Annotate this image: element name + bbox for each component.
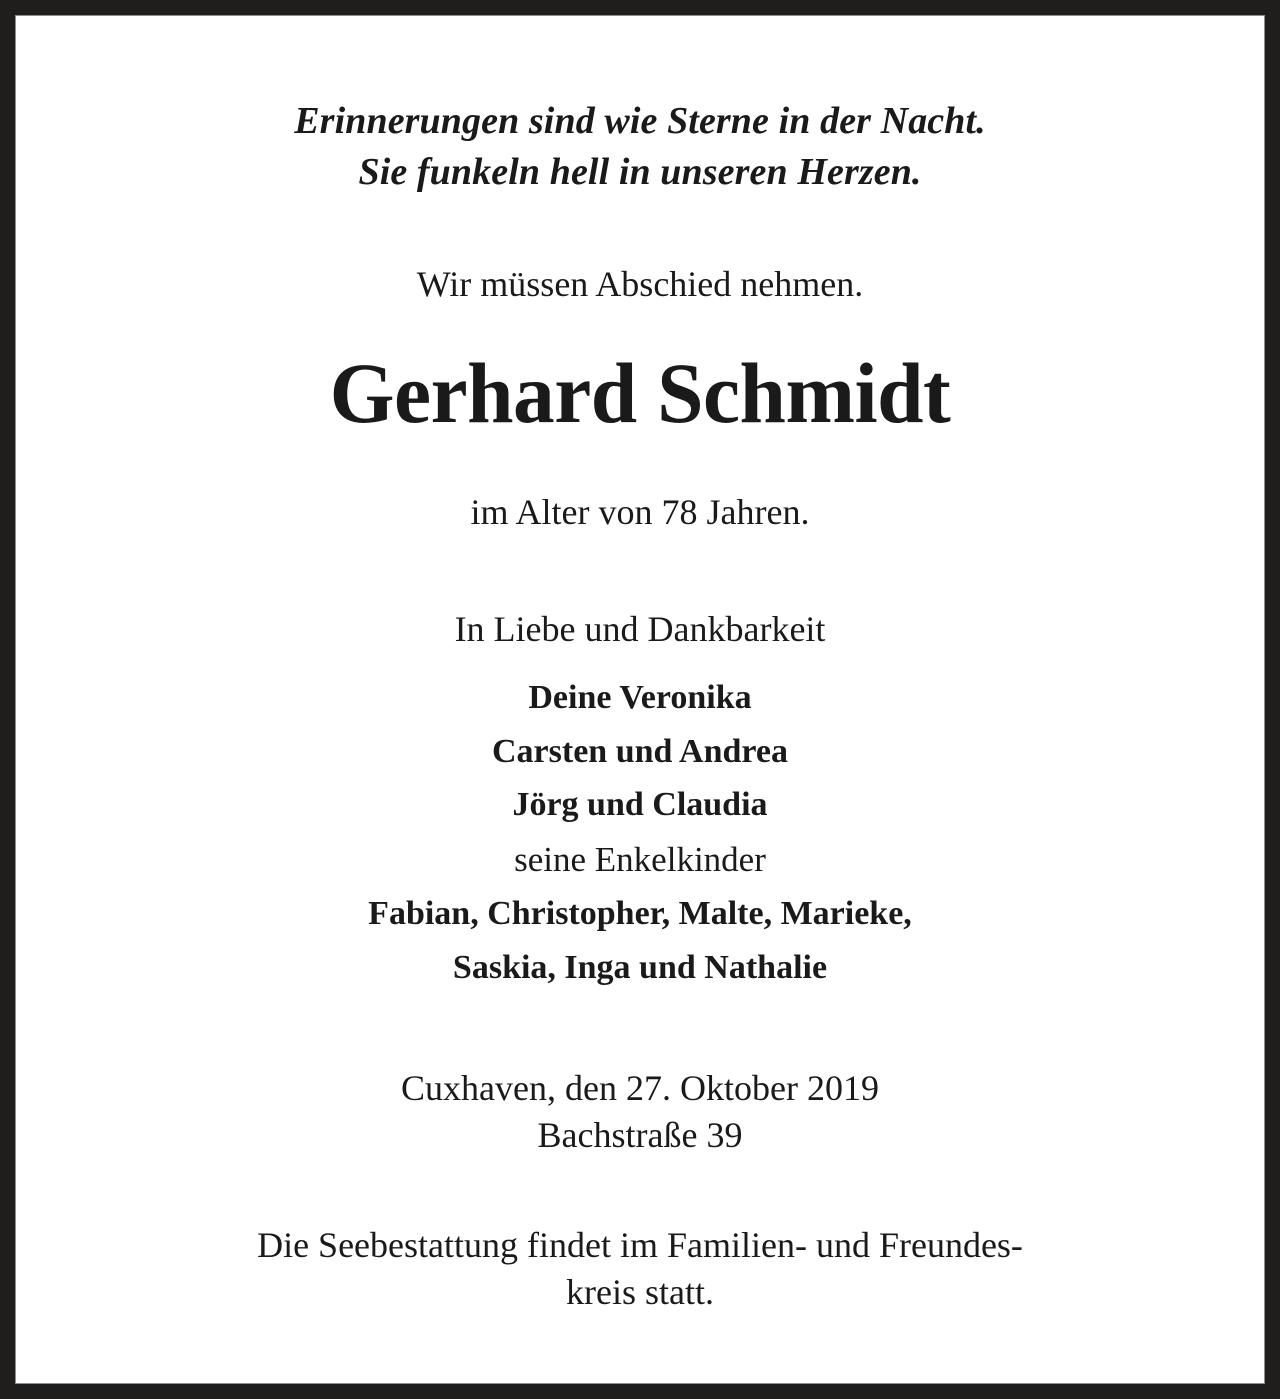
age-line: im Alter von 78 Jahren. (470, 491, 810, 532)
address: Bachstraße 39 (537, 1115, 743, 1156)
memorial-verse (16, 96, 1264, 197)
place-date: Cuxhaven, den 27. Oktober 2019 (401, 1067, 879, 1108)
mourners-intro: In Liebe und Dankbarkeit (454, 608, 826, 649)
place-date-block (16, 1065, 1264, 1160)
mourner-line: Carsten und Andrea (492, 732, 788, 770)
deceased-name: Gerhard Schmidt (329, 345, 951, 442)
funeral-note (16, 1222, 1264, 1316)
verse-line-1: Erinnerungen sind wie Sterne in der Nacht. (294, 100, 986, 142)
announcement-line: Wir müssen Abschied nehmen. (416, 264, 864, 305)
mourner-line: Saskia, Inga und Nathalie (452, 949, 828, 987)
obituary-notice (15, 15, 1265, 1384)
funeral-note-line-2: kreis statt. (566, 1271, 714, 1312)
mourner-line: Fabian, Christopher, Malte, Marieke, (368, 895, 912, 933)
mourner-line: Deine Veronika (528, 678, 752, 716)
mourners-block (16, 608, 1264, 995)
mourners-list (56, 671, 1224, 995)
mourner-line: Jörg und Claudia (512, 786, 768, 824)
grandchildren-label: seine Enkelkinder (514, 840, 766, 880)
verse-line-2: Sie funkeln hell in unseren Herzen. (358, 150, 922, 193)
funeral-note-line-1: Die Seebestattung findet im Familien- und Freundes- (257, 1224, 1023, 1265)
